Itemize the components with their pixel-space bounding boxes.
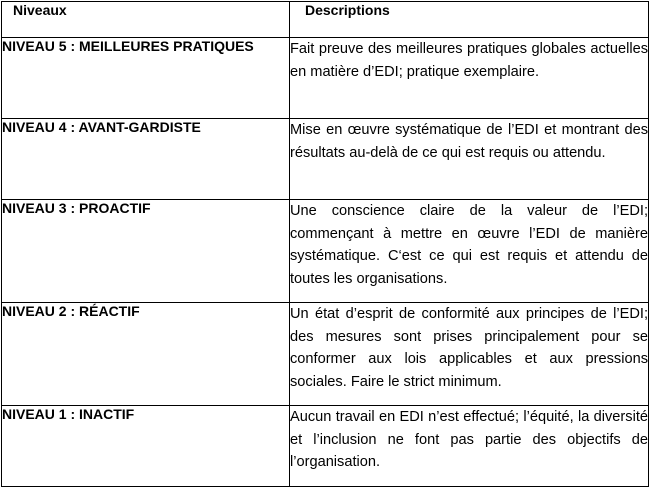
table-row [2,38,649,119]
edi-levels-table [1,1,649,487]
level-description: Mise en œuvre systématique de l’EDI et montrant des résultats au-delà de ce qui est requis ou attendu. [290,119,649,200]
level-description: Une conscience claire de la valeur de l’EDI; commençant à mettre en œuvre l’EDI de manière systématique. C‘est ce qui est requis et attendu de toutes les organisations. [290,200,649,303]
level-description: Aucun travail en EDI n’est effectué; l’équité, la diversité et l’inclusion ne font pas partie des objectifs de l’organisation. [290,406,649,487]
table-row [2,303,649,406]
level-name: NIVEAU 5 : MEILLEURES PRATIQUES [2,38,290,119]
level-name: NIVEAU 3 : PROACTIF [2,200,290,303]
level-name: NIVEAU 1 : INACTIF [2,406,290,487]
table-row [2,200,649,303]
header-descriptions: Descriptions [290,2,649,38]
level-name: NIVEAU 2 : RÉACTIF [2,303,290,406]
table-row [2,406,649,487]
level-name: NIVEAU 4 : AVANT-GARDISTE [2,119,290,200]
level-description: Un état d’esprit de conformité aux principes de l’EDI; des mesures sont prises principalement pour se conformer aux lois applicables et aux pressions sociales. Faire le strict minimum. [290,303,649,406]
level-description: Fait preuve des meilleures pratiques globales actuelles en matière d’EDI; pratique exemplaire. [290,38,649,119]
table-row [2,119,649,200]
table-header-row [2,2,649,38]
header-levels: Niveaux [2,2,290,38]
